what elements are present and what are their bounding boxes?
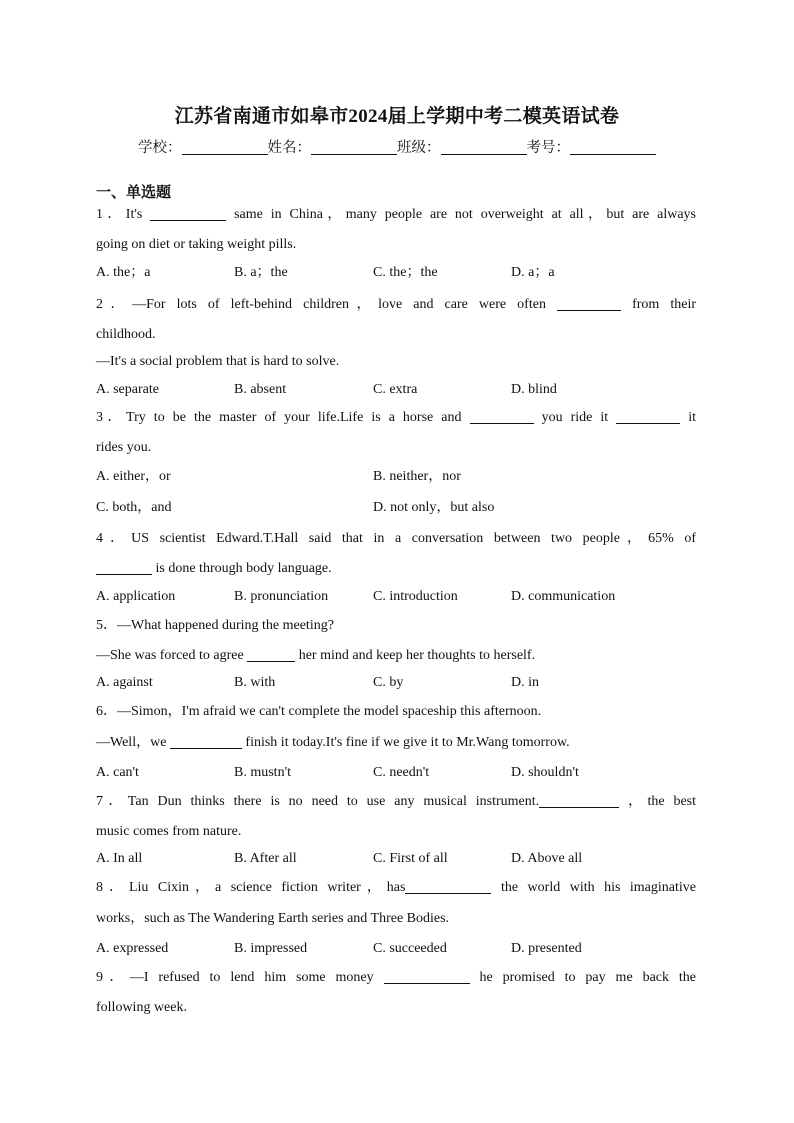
q1-option-c[interactable]: C. the；the <box>373 265 438 280</box>
question-7-line-2: music comes from nature. <box>96 824 242 839</box>
q4-option-b[interactable]: B. pronunciation <box>234 589 329 604</box>
number-blank[interactable] <box>570 140 656 155</box>
question-4-line-2: is done through body language. <box>96 560 696 578</box>
section-heading: 一、单选题 <box>96 185 172 201</box>
question-2-line-1: 2．—For lots of left-behind children，love and care were often from their <box>96 297 697 312</box>
question-2-line-2: childhood. <box>96 327 156 342</box>
question-5-line-1: 5．—What happened during the meeting? <box>96 618 334 633</box>
q3-option-d[interactable]: D. not only，but also <box>373 500 495 515</box>
question-6-line-2: —Well，we finish it today.It's fine if we give it to Mr.Wang tomorrow. <box>96 735 570 750</box>
answer-blank[interactable] <box>470 410 534 424</box>
answer-blank[interactable] <box>616 410 680 424</box>
q7-option-b[interactable]: B. After all <box>234 851 297 866</box>
question-3-line-1: 3．Try to be the master of your life.Life is a horse and you ride it it <box>96 410 697 425</box>
q6-option-d[interactable]: D. shouldn't <box>511 765 579 780</box>
q3-option-c[interactable]: C. both，and <box>96 500 172 515</box>
question-1-line-2: going on diet or taking weight pills. <box>96 237 297 252</box>
answer-blank[interactable] <box>247 648 295 662</box>
question-4-line-1: 4．US scientist Edward.T.Hall said that in a conversation between two people，65% of <box>96 531 696 546</box>
answer-blank[interactable] <box>170 735 242 749</box>
answer-blank[interactable] <box>405 880 491 894</box>
student-info-row <box>0 136 794 157</box>
q2-option-d[interactable]: D. blind <box>511 382 557 397</box>
q7-option-c[interactable]: C. First of all <box>373 851 448 866</box>
question-7-line-1: 7．Tan Dun thinks there is no need to use any musical instrument. ，the best <box>96 794 697 809</box>
question-8-line-2: works，such as The Wandering Earth series and Three Bodies. <box>96 911 450 926</box>
answer-blank[interactable] <box>557 297 621 311</box>
question-9-line-2: following week. <box>96 1000 187 1015</box>
q3-option-b[interactable]: B. neither，nor <box>373 469 461 484</box>
answer-blank[interactable] <box>96 561 152 575</box>
q5-option-c[interactable]: C. by <box>373 675 404 690</box>
q4-option-a[interactable]: A. application <box>96 589 176 604</box>
school-blank[interactable] <box>182 140 268 155</box>
q6-option-c[interactable]: C. needn't <box>373 765 430 780</box>
q8-option-a[interactable]: A. expressed <box>96 941 169 956</box>
question-1-line-1: 1．It's same in China，many people are not overweight at all，but are always <box>96 207 696 222</box>
q4-option-d[interactable]: D. communication <box>511 589 616 604</box>
q3-option-a[interactable]: A. either，or <box>96 469 171 484</box>
question-2-line-3: —It's a social problem that is hard to solve. <box>96 354 340 369</box>
q8-option-c[interactable]: C. succeeded <box>373 941 447 956</box>
q5-option-a[interactable]: A. against <box>96 675 153 690</box>
q4-option-c[interactable]: C. introduction <box>373 589 458 604</box>
q5-option-b[interactable]: B. with <box>234 675 276 690</box>
answer-blank[interactable] <box>150 207 226 221</box>
class-label: 班级： <box>397 140 441 156</box>
q1-option-a[interactable]: A. the；a <box>96 265 151 280</box>
q6-option-a[interactable]: A. can't <box>96 765 139 780</box>
question-9-line-1: 9．—I refused to lend him some money he promised to pay me back the <box>96 970 697 985</box>
q1-option-d[interactable]: D. a；a <box>511 265 555 280</box>
q6-option-b[interactable]: B. mustn't <box>234 765 291 780</box>
school-label: 学校： <box>138 140 182 156</box>
answer-blank[interactable] <box>384 970 470 984</box>
question-6-line-1: 6．—Simon，I'm afraid we can't complete the model spaceship this afternoon. <box>96 704 542 719</box>
question-5-line-2: —She was forced to agree her mind and keep her thoughts to herself. <box>96 648 536 663</box>
name-blank[interactable] <box>311 140 397 155</box>
name-label: 姓名： <box>267 140 311 156</box>
q2-option-c[interactable]: C. extra <box>373 382 418 397</box>
number-label: 考号： <box>526 140 570 156</box>
q8-option-d[interactable]: D. presented <box>511 941 582 956</box>
answer-blank[interactable] <box>539 794 619 808</box>
q8-option-b[interactable]: B. impressed <box>234 941 308 956</box>
q2-option-b[interactable]: B. absent <box>234 382 287 397</box>
q7-option-a[interactable]: A. In all <box>96 851 143 866</box>
exam-title: 江苏省南通市如皋市2024届上学期中考二模英语试卷 <box>174 106 620 127</box>
q5-option-d[interactable]: D. in <box>511 675 539 690</box>
q2-option-a[interactable]: A. separate <box>96 382 159 397</box>
q7-option-d[interactable]: D. Above all <box>511 851 583 866</box>
question-8-line-1: 8．Liu Cixin，a science fiction writer，has the world with his imaginative <box>96 880 696 895</box>
class-blank[interactable] <box>441 140 527 155</box>
question-3-line-2: rides you. <box>96 440 152 455</box>
q1-option-b[interactable]: B. a；the <box>234 265 288 280</box>
